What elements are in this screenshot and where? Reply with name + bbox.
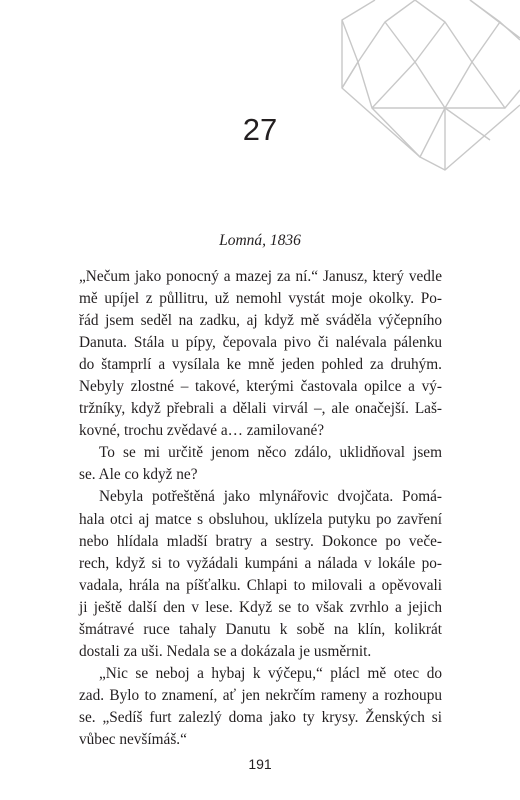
text-line: šmátravé ruce tahaly Danutu k sobě na klín, kolikrát — [79, 620, 442, 638]
text-line: se. „Sedíš furt zalezlý doma jako ty krysy. Ženských si — [79, 708, 442, 726]
text-line: vůbec nevšímáš.“ — [79, 730, 187, 748]
text-line: vadala, hrála na píšťalku. Chlapi to milovali a opěvovali — [79, 576, 442, 594]
text-line: Nebyla potřeštěná jako mlynářovic dvojčata. Pomá- — [99, 488, 442, 506]
text-line: do štamprlí a vysílala ke mně jeden pohled za druhým. — [79, 356, 442, 374]
text-line: Danuta. Stála u pípy, čepovala pivo či nalévala pálenku — [79, 334, 442, 352]
paragraph — [79, 663, 442, 751]
text-line: „Nečum jako ponocný a mazej za ní.“ Janusz, který vedle — [79, 268, 442, 285]
faceted-heart-gem-icon — [330, 0, 520, 175]
text-line: ji ještě další den v lese. Když se to však zvrhlo a jejich — [79, 598, 442, 616]
text-line: Nebyly zlostné – takové, kterými častovala opilce a vý- — [79, 378, 442, 396]
text-line: hala otci aj matce s obsluhou, uklízela putyku po zavření — [79, 510, 442, 528]
page-number: 191 — [248, 756, 272, 772]
text-line: tržníky, když přebrali a dělali virvál –, ale onačejší. Laš- — [79, 400, 442, 418]
text-line: „Nic se neboj a hybaj k výčepu,“ plácl mě otec do — [99, 664, 442, 682]
text-line: rech, když si to vyžádali kumpáni a nálada v lokále po- — [79, 554, 442, 572]
text-line: dostali za uši. Nedala se a dokázala je usměrnit. — [79, 642, 372, 660]
text-line: To se mi určitě jenom něco zdálo, uklidňoval jsem — [99, 444, 442, 462]
chapter-number: 27 — [242, 112, 278, 147]
text-line: řád jsem seděl na zadku, aj když mě sváděla výčepního — [79, 312, 442, 330]
paragraph — [79, 442, 442, 486]
text-line: se. Ale co když ne? — [79, 466, 198, 484]
text-line: mě upíjel z půllitru, už nemohl vystát moje okolky. Po- — [79, 290, 442, 308]
paragraph — [79, 266, 442, 442]
chapter-place-date: Lomná, 1836 — [219, 232, 301, 249]
paragraph — [79, 486, 442, 662]
text-line: kovné, trochu zvědavé a… zamilované? — [79, 422, 325, 440]
text-line: nebo hlídala mladší bratry a sestry. Dokonce po veče- — [79, 532, 442, 550]
text-line: zad. Bylo to znamení, ať jen nekrčím rameny a rozhoupu — [79, 686, 442, 704]
chapter-body-text — [79, 266, 442, 751]
